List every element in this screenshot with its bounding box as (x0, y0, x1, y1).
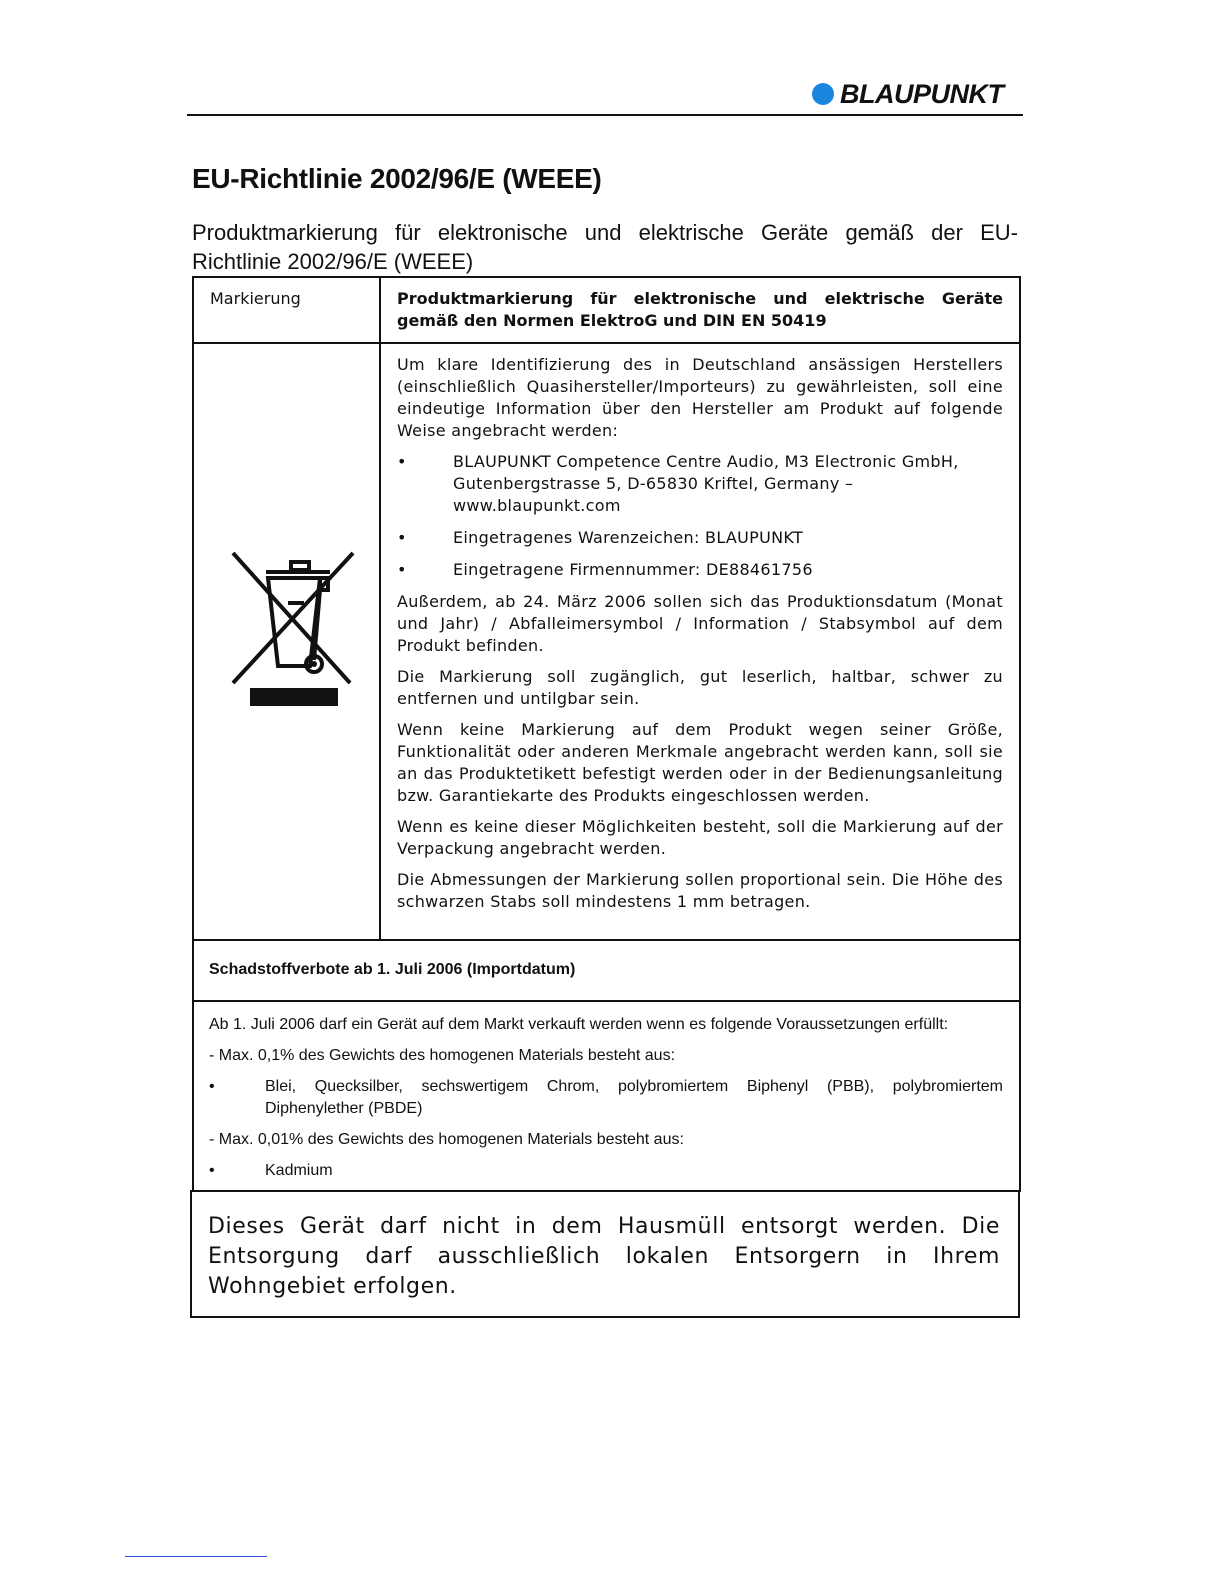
paragraph: Wenn keine Markierung auf dem Produkt wegen seiner Größe, Funktionalität oder anderen Merkmale angebracht werden kann, soll sie an das Produktetikett befestigt werden oder in der Bedienungsanleitung bzw. Garantiekarte des Produkts eingeschlossen werden. (397, 720, 1003, 805)
marking-table (192, 276, 1021, 1192)
manufacturer-info-list (397, 451, 1003, 581)
ban-intro: Ab 1. Juli 2006 darf ein Gerät auf dem Markt verkauft werden wenn es folgende Voraussetzungen erfüllt: (209, 1016, 949, 1033)
bullet-icon: • (397, 560, 407, 579)
col1-header: Markierung (210, 289, 301, 308)
ban-details (194, 1002, 1019, 1190)
list-item-text: Eingetragenes Warenzeichen: BLAUPUNKT (453, 528, 804, 547)
footer-link-line (125, 1556, 267, 1557)
brand-name: BLAUPUNKT (840, 78, 1004, 109)
list-item (209, 1160, 1003, 1182)
col2-header-cell (381, 278, 1019, 342)
paragraph: Wenn es keine dieser Möglichkeiten besteht, soll die Markierung auf der Verpackung angebracht werden. (397, 817, 1003, 858)
ban-list-1: Blei, Quecksilber, sechswertigem Chrom, polybromiertem Biphenyl (PBB), polybromiertem Diphenylether (PBDE) (265, 1078, 1003, 1117)
crossed-out-wheelie-bin-icon (228, 548, 358, 708)
page-title: EU-Richtlinie 2002/96/E (WEEE) (192, 163, 602, 194)
col1-header-cell (194, 278, 381, 342)
list-item-text: BLAUPUNKT Competence Centre Audio, M3 Electronic GmbH, Gutenbergstrasse 5, D-65830 Kriftel, Germany – www.blaupunkt.com (453, 452, 959, 515)
intro-paragraph: Um klare Identifizierung des in Deutschland ansässigen Herstellers (einschließlich Quasihersteller/Importeurs) zu gewährleisten, soll eine eindeutige Information über den Hersteller am Produkt auf folgende Weise angebracht werden: (397, 355, 1003, 440)
table-body-row (194, 344, 1019, 941)
bullet-icon: • (209, 1078, 215, 1095)
list-item (397, 451, 1003, 517)
list-item (397, 527, 1003, 549)
bullet-icon: • (209, 1162, 215, 1179)
table-header-row (194, 278, 1019, 344)
icon-cell (194, 344, 381, 939)
header-rule (187, 114, 1023, 116)
marking-details-cell (381, 344, 1019, 939)
disposal-notice-box (190, 1190, 1020, 1318)
list-item (397, 559, 1003, 581)
paragraph: Die Markierung soll zugänglich, gut leserlich, haltbar, schwer zu entfernen und untilgbar sein. (397, 667, 1003, 708)
brand-logo (812, 78, 1004, 110)
paragraph: Die Abmessungen der Markierung sollen proportional sein. Die Höhe des schwarzen Stabs soll mindestens 1 mm betragen. (397, 870, 1003, 911)
ban-heading: Schadstoffverbote ab 1. Juli 2006 (Importdatum) (194, 941, 1019, 1002)
bullet-icon: • (397, 528, 407, 547)
page-subtitle: Produktmarkierung für elektronische und elektrische Geräte gemäß der EU-Richtlinie 2002/96/E (WEEE) (192, 220, 1018, 274)
ban-limit-2: - Max. 0,01% des Gewichts des homogenen Materials besteht aus: (209, 1131, 684, 1148)
disposal-notice: Dieses Gerät darf nicht in dem Hausmüll entsorgt werden. Die Entsorgung darf ausschließlich lokalen Entsorgern in Ihrem Wohngebiet erfolgen. (208, 1214, 1000, 1299)
ban-limit-1: - Max. 0,1% des Gewichts des homogenen Materials besteht aus: (209, 1047, 676, 1064)
list-item-text: Eingetragene Firmennummer: DE88461756 (453, 560, 813, 579)
logo-dot-icon (812, 83, 834, 105)
ban-list-2: Kadmium (265, 1162, 333, 1179)
col2-header: Produktmarkierung für elektronische und elektrische Geräte gemäß den Normen ElektroG und DIN EN 50419 (397, 289, 1003, 330)
bullet-icon: • (397, 452, 407, 471)
list-item (209, 1076, 1003, 1120)
paragraph: Außerdem, ab 24. März 2006 sollen sich das Produktionsdatum (Monat und Jahr) / Abfalleimersymbol / Information / Stabsymbol auf dem Produkt befinden. (397, 592, 1003, 655)
